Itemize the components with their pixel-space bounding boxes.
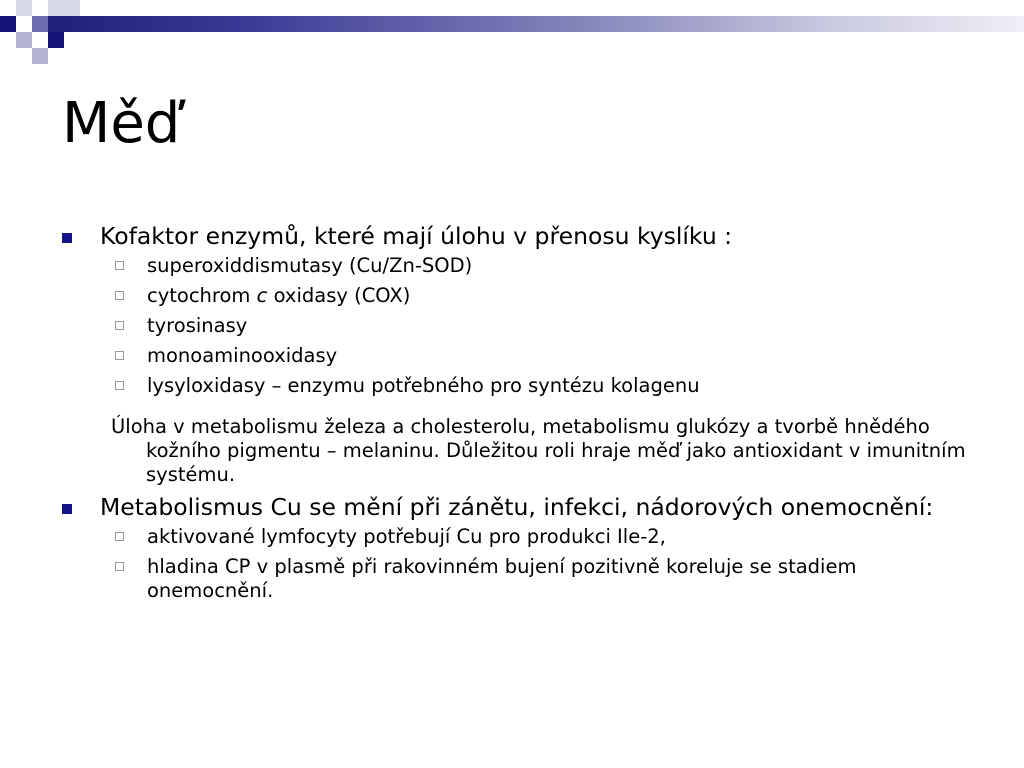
sub-bullet-item	[62, 555, 982, 603]
sub-bullet-item	[62, 344, 982, 368]
header-square	[32, 48, 48, 64]
hollow-square-bullet-icon	[115, 291, 124, 300]
sub-bullet-item	[62, 254, 982, 278]
bullet-level1	[62, 222, 982, 251]
square-bullet-icon	[62, 233, 72, 243]
body-paragraph: Úloha v metabolismu železa a cholesterolu, metabolismu glukózy a tvorbě hnědého kožního pigmentu – melaninu. Důležitou roli hraje měď jako antioxidant v imunitním systému.	[111, 415, 966, 486]
header-square	[48, 0, 64, 16]
header-square	[0, 16, 16, 32]
header-decoration	[0, 0, 1024, 64]
sub-bullet-text: hladina CP v plasmě při rakovinném bujení pozitivně koreluje se stadiem onemocnění.	[147, 555, 857, 602]
sub-bullet-item	[62, 374, 982, 398]
sub-bullet-text: lysyloxidasy – enzymu potřebného pro syntézu kolagenu	[147, 374, 700, 397]
header-square	[64, 0, 80, 16]
sub-bullet-text: superoxiddismutasy (Cu/Zn-SOD)	[147, 254, 473, 277]
sub-bullet-text: tyrosinasy	[147, 314, 248, 337]
hollow-square-bullet-icon	[115, 532, 124, 541]
bullet-text: Metabolismus Cu se mění při zánětu, infekci, nádorových onemocnění:	[100, 493, 934, 521]
bullet-level1	[62, 493, 982, 522]
header-square	[48, 32, 64, 48]
hollow-square-bullet-icon	[115, 261, 124, 270]
slide-body	[62, 222, 982, 609]
header-square	[16, 0, 32, 16]
sub-bullet-text: monoaminooxidasy	[147, 344, 338, 367]
header-square	[16, 32, 32, 48]
header-gradient-strip	[48, 16, 1024, 32]
hollow-square-bullet-icon	[115, 351, 124, 360]
sub-bullet-text-post: oxidasy (COX)	[267, 284, 411, 307]
sub-bullet-item	[62, 314, 982, 338]
sub-bullet-text-italic: c	[256, 284, 268, 307]
hollow-square-bullet-icon	[115, 562, 124, 571]
hollow-square-bullet-icon	[115, 381, 124, 390]
sub-bullet-text: aktivované lymfocyty potřebují Cu pro produkci Ile-2,	[147, 525, 666, 548]
sub-bullet-text-pre: cytochrom	[147, 284, 257, 307]
square-bullet-icon	[62, 504, 72, 514]
sub-bullet-item	[62, 284, 982, 308]
bullet-text: Kofaktor enzymů, které mají úlohu v přenosu kyslíku :	[100, 222, 733, 250]
slide-title: Měď	[62, 91, 181, 156]
sub-bullet-list	[62, 525, 982, 603]
hollow-square-bullet-icon	[115, 321, 124, 330]
header-square	[32, 16, 48, 32]
sub-bullet-item	[62, 525, 982, 549]
sub-bullet-list	[62, 254, 982, 398]
